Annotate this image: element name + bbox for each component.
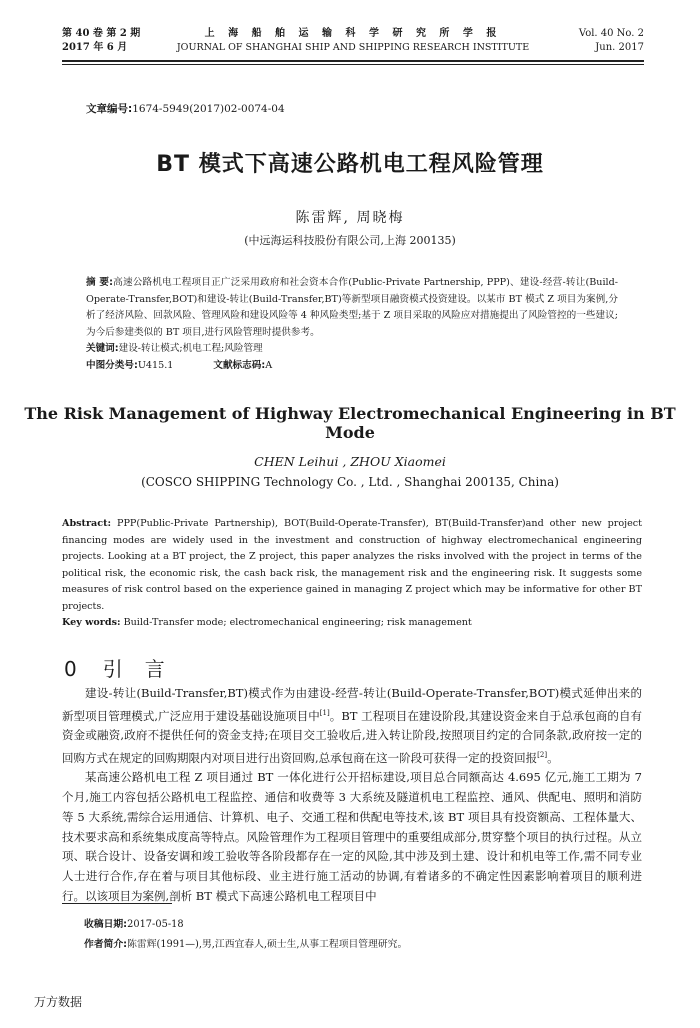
body-text: [62, 684, 642, 906]
date-cn: 2017 年 6 月: [62, 42, 128, 53]
journal-name-cn: 上 海 船 舶 运 输 科 学 研 究 所 学 报: [204, 28, 502, 39]
article-number: [86, 101, 285, 116]
citation-ref: [2]: [537, 750, 548, 759]
keywords-en-text: Build-Transfer mode; electromechanical engineering; risk management: [123, 617, 472, 628]
doc-code-label: 文献标志码:: [213, 359, 266, 371]
abstract-cn-label: 摘 要:: [86, 277, 113, 288]
header-rule-thick: [62, 60, 644, 62]
authors-cn: 陈雷辉, 周晓梅: [295, 210, 405, 226]
abstract-en: [62, 516, 642, 632]
watermark-text: 万方数据: [34, 995, 83, 1009]
keywords-en-label: Key words:: [62, 617, 121, 628]
abstract-cn: [86, 275, 618, 374]
journal-header: [62, 27, 644, 63]
section-number: 0: [64, 657, 77, 681]
article-number-value: 1674-5949(2017)02-0074-04: [132, 103, 285, 115]
abstract-cn-text: 高速公路机电工程项目正广泛采用政府和社会资本合作(Public-Private Partnership, PPP)、建设-经营-转让(Build-Operate-Transfer,BOT)和建设-转让(Build-Transfer,BT)等新型项目融资模式投资建设。以某市 BT 模式 Z 项目为案例,分析了经济风险、回款风险、管理风险和建设风险等 4 种风险类型;基于 Z 项目采取的风险应对措施提出了风险管控的一些建议;为今后参建类似的 BT 项目,进行风险管理时提供参考。: [86, 277, 618, 338]
keywords-cn-text: 建设-转让模式;机电工程;风险管理: [118, 343, 263, 354]
footnotes: [84, 915, 407, 955]
section-heading: [64, 653, 187, 682]
paragraph: 建设-转让(Build-Transfer,BT)模式作为由建设-经营-转让(Build-Operate-Transfer,BOT)模式延伸出来的新型项目管理模式,广泛应用于建设基础设施项目中[1]。BT 工程项目在建设阶段,其建设资金来自于总承包商的自有资金或融资,政府不提供任何的资金支持;在项目交工验收后,进入转让阶段,按照项目约定的合同条款,政府按一定的回购方式在规定的回购期限内对项目进行出资回购,总承包商在这一阶段可获得一定的投资回报[2]。: [62, 686, 642, 765]
journal-name-en: JOURNAL OF SHANGHAI SHIP AND SHIPPING RESEARCH INSTITUTE: [176, 42, 530, 53]
title-en: The Risk Management of Highway Electromechanical Engineering in BT Mode: [24, 404, 676, 442]
date-en: Jun. 2017: [595, 42, 644, 53]
doc-code-value: A: [265, 359, 273, 371]
issue-info-en: [579, 27, 644, 55]
keywords-cn-label: 关键词:: [86, 343, 119, 354]
abstract-en-label: Abstract:: [62, 518, 112, 529]
author-bio: 作者简介:陈雷辉(1991—),男,江西宜春人,硕士生,从事工程项目管理研究。: [84, 939, 408, 950]
title-cn: BT 模式下高速公路机电工程风险管理: [156, 152, 544, 177]
volume-en: Vol. 40 No. 2: [578, 28, 644, 39]
abstract-en-text: PPP(Public-Private Partnership), BOT(Build-Operate-Transfer), BT(Build-Transfer)and other new project financing modes are widely used in the investment and construction of highway electromechanical engineering projects. Looking at a BT project, the Z project, this paper analyzes the risks involved with the project in terms of the political risk, the economic risk, the cash back risk, the management risk and the engineering risk. It suggests some measures of risk control based on the experience gained in managing Z project which may be informative for other BT projects.: [62, 518, 642, 612]
affiliation-cn: (中远海运科技股份有限公司,上海 200135): [244, 234, 456, 247]
header-rule-thin: [62, 64, 644, 65]
affiliation-en: (COSCO SHIPPING Technology Co. , Ltd. , Shanghai 200135, China): [141, 475, 559, 489]
paragraph: 某高速公路机电工程 Z 项目通过 BT 一体化进行公开招标建设,项目总合同额高达 4.695 亿元,施工工期为 7 个月,施工内容包括公路机电工程监控、通信和收费等 3 大系统及隧道机电工程监控、通风、供配电、照明和消防等 5 大系统,需综合运用通信、计算机、电子、交通工程和供配电等技术,该 BT 项目具有投资额高、工程体量大、技术要求高和系统集成度高等特点。风险管理作为工程项目管理中的重要组成部分,贯穿整个项目的执行过程。从立项、联合设计、设备安调和竣工验收等各阶段都存在一定的风险,其中涉及到土建、设计和机电等工作,需不同专业人士进行合作,存在着与项目其他标段、业主进行施工活动的协调,有着诸多的不确定性因素影响着项目的顺利进行。以该项目为案例,剖析 BT 模式下高速公路机电工程项目中: [62, 770, 642, 903]
keywords-en: [62, 615, 642, 632]
keywords-cn: [86, 341, 618, 358]
abstract-cn-body: [86, 275, 618, 341]
journal-name: [62, 27, 644, 55]
footnote-rule: [62, 903, 172, 904]
citation-ref: [1]: [319, 708, 330, 717]
volume-cn: 第 40 卷 第 2 期: [62, 28, 141, 39]
classification-row: [86, 358, 618, 375]
authors-en: CHEN Leihui , ZHOU Xiaomei: [254, 454, 446, 469]
section-title: 引言: [102, 657, 187, 681]
class-number-label: 中图分类号:: [86, 359, 138, 371]
class-number-value: U415.1: [137, 359, 174, 371]
received-date: 收稿日期:2017-05-18: [84, 919, 184, 930]
article-number-label: 文章编号:: [86, 103, 133, 115]
abstract-en-body: [62, 516, 642, 615]
